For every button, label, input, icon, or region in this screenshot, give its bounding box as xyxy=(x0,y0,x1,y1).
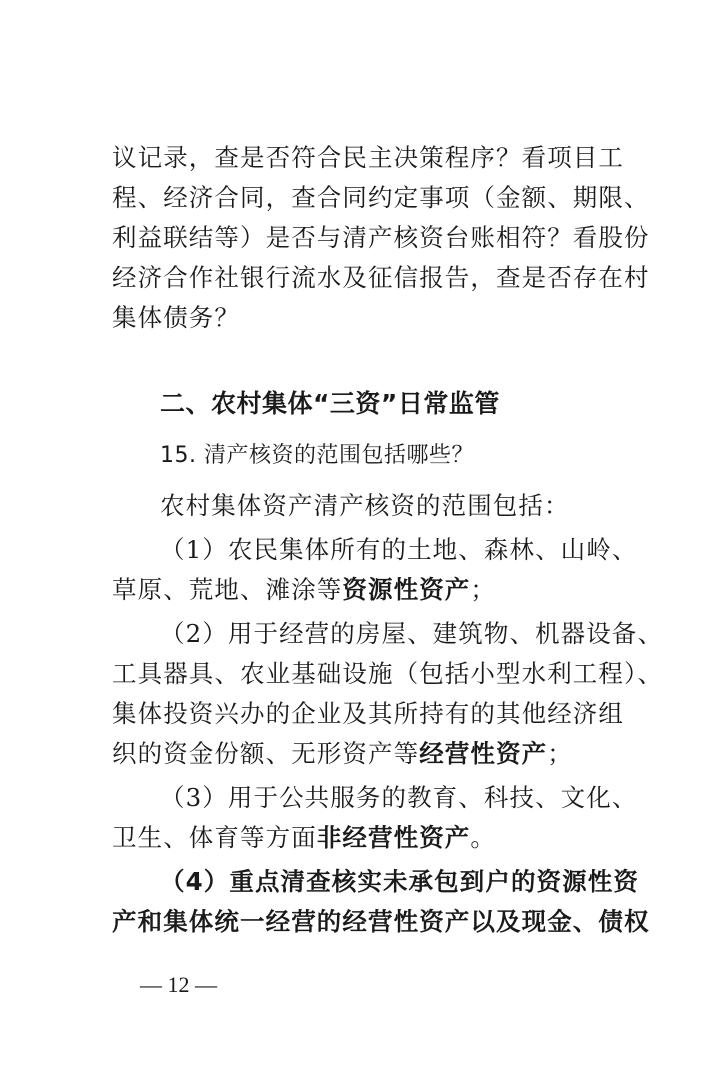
text-run: ； xyxy=(547,739,573,768)
paragraph-line: 程、经济合同，查合同约定事项（金额、期限、 xyxy=(112,183,650,212)
list-item-line: 产和集体统一经营的经营性资产以及现金、债权 xyxy=(112,907,650,936)
list-item-line xyxy=(112,734,616,774)
list-item-line xyxy=(112,818,616,858)
text-run: 草原、荒地、滩涂等 xyxy=(112,575,343,604)
emphasis-text: 非经营性资产 xyxy=(316,823,471,852)
list-item-line: （2）用于经营的房屋、建筑物、机器设备、 xyxy=(160,619,664,648)
list-item-line xyxy=(112,570,616,610)
page-number: — 12 — xyxy=(140,972,217,997)
paragraph-line: 利益联结等）是否与清产核资台账相符？看股份 xyxy=(112,223,650,252)
paragraph-line: 议记录，查是否符合民主决策程序？看项目工 xyxy=(112,143,624,172)
section-heading: 二、农村集体“三资”日常监管 xyxy=(160,389,500,418)
text-run: ； xyxy=(470,575,497,604)
emphasis-text: 经营性资产 xyxy=(419,739,548,768)
list-item-line: （1）农民集体所有的土地、森林、山岭、 xyxy=(160,535,638,564)
answer-lead: 农村集体资产清产核资的范围包括： xyxy=(160,491,570,520)
list-item-line: 集体投资兴办的企业及其所持有的其他经济组 xyxy=(112,699,624,728)
text-run: 织的资金份额、无形资产等 xyxy=(112,739,420,768)
question-heading: 15. 清产核资的范围包括哪些？ xyxy=(160,443,474,468)
paragraph-line: 经济合作社银行流水及征信报告，查是否存在村 xyxy=(112,263,650,292)
list-item-line: （3）用于公共服务的教育、科技、文化、 xyxy=(160,783,638,812)
text-run: 。 xyxy=(470,823,497,852)
list-item-line: （4）重点清查核实未承包到户的资源性资 xyxy=(160,867,639,896)
text-run: 卫生、体育等方面 xyxy=(112,823,317,852)
emphasis-text: 资源性资产 xyxy=(342,575,471,604)
list-item-line: 工具器具、农业基础设施（包括小型水利工程）、 xyxy=(112,659,663,688)
paragraph-line: 集体债务？ xyxy=(112,303,240,332)
